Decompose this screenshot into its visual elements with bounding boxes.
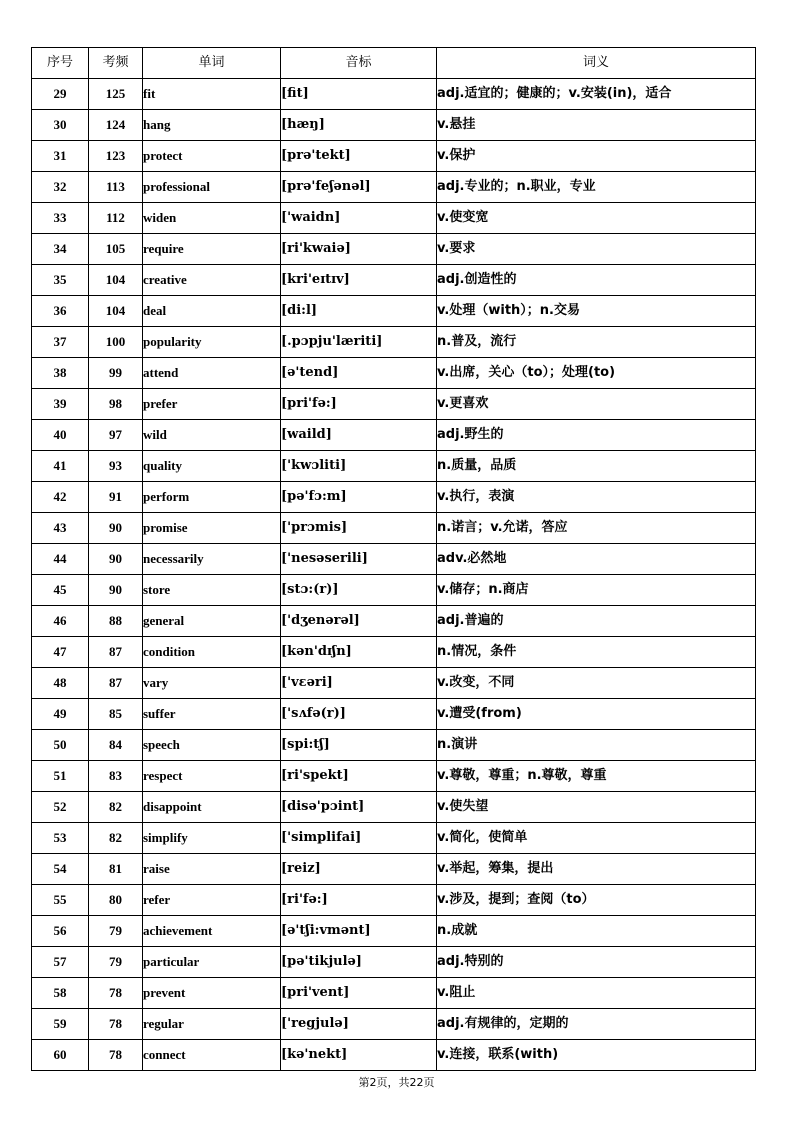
table-row (32, 699, 756, 730)
cell-number: 44 (32, 544, 89, 575)
cell-word: hang (143, 110, 281, 141)
table-row (32, 1009, 756, 1040)
cell-number: 35 (32, 265, 89, 296)
cell-word: wild (143, 420, 281, 451)
cell-word: creative (143, 265, 281, 296)
cell-meaning: v.储存；n.商店 (437, 575, 756, 606)
cell-frequency: 97 (89, 420, 143, 451)
cell-word: widen (143, 203, 281, 234)
cell-meaning: adj.有规律的，定期的 (437, 1009, 756, 1040)
cell-frequency: 80 (89, 885, 143, 916)
cell-word: store (143, 575, 281, 606)
table-row (32, 234, 756, 265)
cell-frequency: 78 (89, 978, 143, 1009)
cell-number: 59 (32, 1009, 89, 1040)
cell-word: attend (143, 358, 281, 389)
table-row (32, 513, 756, 544)
cell-meaning: adj.适宜的；健康的；v.安装(in)，适合 (437, 79, 756, 110)
cell-frequency: 79 (89, 916, 143, 947)
cell-frequency: 87 (89, 637, 143, 668)
cell-frequency: 79 (89, 947, 143, 978)
cell-phonetic: [ri'spekt] (281, 761, 437, 792)
cell-meaning: adj.特别的 (437, 947, 756, 978)
table-row (32, 947, 756, 978)
cell-meaning: adj.创造性的 (437, 265, 756, 296)
table-row (32, 327, 756, 358)
cell-phonetic: [pri'vent] (281, 978, 437, 1009)
table-row (32, 916, 756, 947)
cell-word: deal (143, 296, 281, 327)
cell-number: 51 (32, 761, 89, 792)
cell-word: prefer (143, 389, 281, 420)
cell-meaning: v.改变，不同 (437, 668, 756, 699)
table-row (32, 265, 756, 296)
cell-frequency: 82 (89, 792, 143, 823)
header-phonetic: 音标 (281, 48, 437, 79)
cell-meaning: v.执行，表演 (437, 482, 756, 513)
cell-phonetic: [prə'tekt] (281, 141, 437, 172)
cell-frequency: 78 (89, 1040, 143, 1071)
cell-number: 46 (32, 606, 89, 637)
cell-number: 58 (32, 978, 89, 1009)
table-row (32, 1040, 756, 1071)
cell-phonetic: ['simplifai] (281, 823, 437, 854)
cell-meaning: adv.必然地 (437, 544, 756, 575)
cell-frequency: 82 (89, 823, 143, 854)
cell-word: quality (143, 451, 281, 482)
cell-phonetic: ['vɛəri] (281, 668, 437, 699)
table-row (32, 482, 756, 513)
cell-meaning: v.涉及，提到；查阅（to） (437, 885, 756, 916)
table-row (32, 544, 756, 575)
cell-frequency: 125 (89, 79, 143, 110)
table-row (32, 854, 756, 885)
table-row (32, 885, 756, 916)
cell-number: 54 (32, 854, 89, 885)
cell-number: 47 (32, 637, 89, 668)
cell-word: particular (143, 947, 281, 978)
table-row (32, 110, 756, 141)
cell-meaning: v.阻止 (437, 978, 756, 1009)
cell-number: 56 (32, 916, 89, 947)
cell-word: general (143, 606, 281, 637)
cell-word: prevent (143, 978, 281, 1009)
cell-meaning: v.要求 (437, 234, 756, 265)
cell-frequency: 87 (89, 668, 143, 699)
cell-phonetic: [kə'nekt] (281, 1040, 437, 1071)
cell-phonetic: ['sʌfə(r)] (281, 699, 437, 730)
cell-frequency: 105 (89, 234, 143, 265)
cell-word: necessarily (143, 544, 281, 575)
cell-frequency: 81 (89, 854, 143, 885)
cell-number: 33 (32, 203, 89, 234)
cell-phonetic: [kən'dɪʃn] (281, 637, 437, 668)
cell-phonetic: [reiz] (281, 854, 437, 885)
cell-phonetic: [disə'pɔint] (281, 792, 437, 823)
cell-meaning: v.尊敬，尊重；n.尊敬，尊重 (437, 761, 756, 792)
cell-number: 43 (32, 513, 89, 544)
cell-number: 57 (32, 947, 89, 978)
cell-phonetic: ['nesəserili] (281, 544, 437, 575)
cell-phonetic: [ə'tend] (281, 358, 437, 389)
cell-number: 49 (32, 699, 89, 730)
cell-word: perform (143, 482, 281, 513)
cell-word: raise (143, 854, 281, 885)
cell-number: 32 (32, 172, 89, 203)
cell-word: professional (143, 172, 281, 203)
header-meaning: 词义 (437, 48, 756, 79)
table-row (32, 141, 756, 172)
cell-number: 31 (32, 141, 89, 172)
cell-word: popularity (143, 327, 281, 358)
cell-frequency: 99 (89, 358, 143, 389)
cell-meaning: n.演讲 (437, 730, 756, 761)
cell-phonetic: [prə'feʃənəl] (281, 172, 437, 203)
table-row (32, 823, 756, 854)
cell-phonetic: [waild] (281, 420, 437, 451)
table-row (32, 203, 756, 234)
table-row (32, 296, 756, 327)
cell-frequency: 100 (89, 327, 143, 358)
cell-meaning: n.诺言；v.允诺，答应 (437, 513, 756, 544)
table-header-row (32, 48, 756, 79)
cell-number: 38 (32, 358, 89, 389)
header-frequency: 考频 (89, 48, 143, 79)
cell-number: 45 (32, 575, 89, 606)
table-row (32, 730, 756, 761)
cell-phonetic: [pə'fɔ:m] (281, 482, 437, 513)
cell-frequency: 90 (89, 544, 143, 575)
cell-phonetic: ['prɔmis] (281, 513, 437, 544)
cell-phonetic: ['dʒenərəl] (281, 606, 437, 637)
table-row (32, 606, 756, 637)
cell-number: 53 (32, 823, 89, 854)
cell-word: condition (143, 637, 281, 668)
cell-number: 48 (32, 668, 89, 699)
cell-word: simplify (143, 823, 281, 854)
cell-meaning: v.悬挂 (437, 110, 756, 141)
cell-meaning: v.处理（with）；n.交易 (437, 296, 756, 327)
cell-number: 41 (32, 451, 89, 482)
header-number: 序号 (32, 48, 89, 79)
cell-frequency: 91 (89, 482, 143, 513)
cell-frequency: 124 (89, 110, 143, 141)
cell-frequency: 112 (89, 203, 143, 234)
table-row (32, 761, 756, 792)
cell-word: refer (143, 885, 281, 916)
cell-phonetic: [fit] (281, 79, 437, 110)
cell-phonetic: [hæŋ] (281, 110, 437, 141)
table-row (32, 358, 756, 389)
cell-meaning: v.出席，关心（to）；处理(to) (437, 358, 756, 389)
cell-frequency: 85 (89, 699, 143, 730)
cell-meaning: n.普及，流行 (437, 327, 756, 358)
cell-word: connect (143, 1040, 281, 1071)
cell-phonetic: [pə'tikjulə] (281, 947, 437, 978)
table-row (32, 575, 756, 606)
cell-meaning: v.使变宽 (437, 203, 756, 234)
cell-frequency: 123 (89, 141, 143, 172)
table-row (32, 79, 756, 110)
cell-number: 42 (32, 482, 89, 513)
cell-number: 29 (32, 79, 89, 110)
cell-frequency: 93 (89, 451, 143, 482)
cell-word: achievement (143, 916, 281, 947)
cell-word: vary (143, 668, 281, 699)
cell-meaning: v.使失望 (437, 792, 756, 823)
table-row (32, 420, 756, 451)
cell-frequency: 113 (89, 172, 143, 203)
cell-meaning: n.成就 (437, 916, 756, 947)
cell-frequency: 90 (89, 513, 143, 544)
cell-word: fit (143, 79, 281, 110)
cell-meaning: adj.专业的；n.职业，专业 (437, 172, 756, 203)
cell-meaning: adj.野生的 (437, 420, 756, 451)
cell-meaning: v.遭受(from) (437, 699, 756, 730)
cell-frequency: 98 (89, 389, 143, 420)
table-body (32, 79, 756, 1071)
cell-frequency: 88 (89, 606, 143, 637)
cell-phonetic: [ri'fə:] (281, 885, 437, 916)
table-row (32, 389, 756, 420)
table-row (32, 172, 756, 203)
cell-number: 52 (32, 792, 89, 823)
cell-frequency: 90 (89, 575, 143, 606)
cell-number: 50 (32, 730, 89, 761)
cell-meaning: n.质量，品质 (437, 451, 756, 482)
table-row (32, 792, 756, 823)
cell-phonetic: [spi:tʃ] (281, 730, 437, 761)
cell-frequency: 104 (89, 296, 143, 327)
cell-word: disappoint (143, 792, 281, 823)
cell-number: 34 (32, 234, 89, 265)
cell-word: require (143, 234, 281, 265)
cell-number: 36 (32, 296, 89, 327)
page-number-footer: 第2页，共22页 (358, 1076, 435, 1089)
cell-number: 55 (32, 885, 89, 916)
cell-word: suffer (143, 699, 281, 730)
cell-frequency: 84 (89, 730, 143, 761)
cell-phonetic: [di:l] (281, 296, 437, 327)
cell-word: promise (143, 513, 281, 544)
cell-meaning: v.更喜欢 (437, 389, 756, 420)
cell-phonetic: [stɔ:(r)] (281, 575, 437, 606)
cell-phonetic: [ə'tʃi:vmənt] (281, 916, 437, 947)
cell-phonetic: [.pɔpju'læriti] (281, 327, 437, 358)
cell-meaning: v.简化，使简单 (437, 823, 756, 854)
cell-number: 30 (32, 110, 89, 141)
cell-phonetic: [kri'eɪtɪv] (281, 265, 437, 296)
cell-word: respect (143, 761, 281, 792)
vocabulary-table (31, 47, 756, 1071)
cell-phonetic: [pri'fə:] (281, 389, 437, 420)
table-row (32, 637, 756, 668)
cell-phonetic: [ri'kwaiə] (281, 234, 437, 265)
cell-meaning: n.情况，条件 (437, 637, 756, 668)
cell-word: speech (143, 730, 281, 761)
cell-word: protect (143, 141, 281, 172)
cell-word: regular (143, 1009, 281, 1040)
cell-frequency: 78 (89, 1009, 143, 1040)
cell-phonetic: ['kwɔliti] (281, 451, 437, 482)
cell-phonetic: ['waidn] (281, 203, 437, 234)
cell-meaning: v.连接，联系(with) (437, 1040, 756, 1071)
cell-phonetic: ['regjulə] (281, 1009, 437, 1040)
table-row (32, 668, 756, 699)
cell-meaning: v.保护 (437, 141, 756, 172)
table-row (32, 451, 756, 482)
cell-number: 37 (32, 327, 89, 358)
cell-number: 60 (32, 1040, 89, 1071)
cell-number: 40 (32, 420, 89, 451)
cell-frequency: 104 (89, 265, 143, 296)
table-row (32, 978, 756, 1009)
cell-number: 39 (32, 389, 89, 420)
cell-meaning: adj.普遍的 (437, 606, 756, 637)
header-word: 单词 (143, 48, 281, 79)
cell-meaning: v.举起，筹集，提出 (437, 854, 756, 885)
cell-frequency: 83 (89, 761, 143, 792)
